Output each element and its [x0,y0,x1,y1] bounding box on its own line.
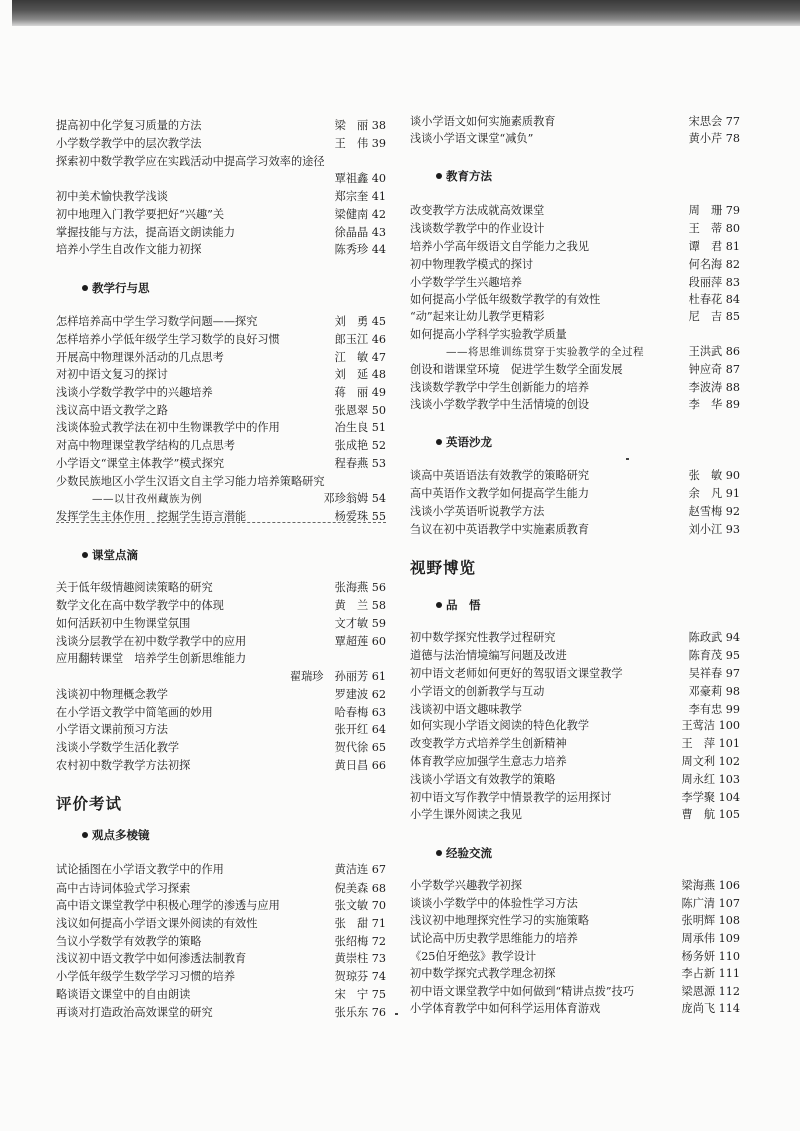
entry-author-page: 张恩翠 50 [334,404,386,417]
entry-title: 如何实现小学语文阅读的特色化教学 [410,719,590,732]
entry-title: 怎样培养高中学生学习数学问题——探究 [56,315,258,328]
entry-author-page: 李 华 89 [688,398,740,411]
entry-title: 开展高中物理课外活动的几点思考 [56,351,224,364]
entry-title: 改变教学方式培养学生创新精神 [410,737,567,750]
entry-title: 如何提高小学低年级数学教学的有效性 [410,293,601,306]
entry-title: 培养小学高年级语文自学能力之我见 [410,240,590,253]
entry-title: 浅谈小学数学教学中的兴趣培养 [56,386,213,399]
toc-entry [410,1001,740,1017]
toc-entry [410,684,740,700]
section-heading-label: 教学行与思 [92,281,150,295]
entry-title: 初中语文写作教学中情景教学的运用探讨 [410,791,612,804]
entry-title: 在小学语文教学中简笔画的妙用 [56,706,213,719]
toc-entry [410,807,740,823]
entry-title: 浅谈小学数学生活化教学 [56,741,180,754]
entry-author-page: 江 敏 47 [334,351,386,364]
entry-author-page: 赵雪梅 92 [688,505,740,518]
toc-entry [56,634,386,650]
entry-title: 初中数学探究性教学过程研究 [410,631,556,644]
section-heading [436,434,492,450]
toc-entry [410,913,740,929]
entry-author-page: 陈育茂 95 [688,649,740,662]
entry-title: 浅谈小学数学教学中生活情境的创设 [410,398,590,411]
entry-title: 刍议在初中英语教学中实施素质教育 [410,523,590,536]
entry-author-page: 梁恩源 112 [681,985,740,998]
toc-entry [56,118,386,134]
entry-title: 提高初中化学复习质量的方法 [56,119,202,132]
toc-entry [56,758,386,774]
toc-entry [56,1005,386,1021]
entry-title: 浅议初中地理探究性学习的实施策略 [410,914,590,927]
section-heading-label: 经验交流 [446,846,492,860]
toc-entry [410,275,740,291]
entry-author-page: 蒋 丽 49 [334,386,386,399]
section-heading-label: 教育方法 [446,169,492,183]
entry-author-page: 梁 丽 38 [334,119,386,132]
entry-title: 浅谈小学英语听说教学方法 [410,505,545,518]
entry-title: 如何提高小学科学实验教学质量 [410,328,567,341]
toc-entry [56,136,386,152]
entry-author-page: 周 珊 79 [688,204,740,217]
entry-author-page: 尼 吉 85 [688,310,740,323]
scan-top-shadow [12,0,800,26]
entry-author-page: 钟应奇 87 [688,363,740,376]
entry-title: 发挥学生主体作用 挖掘学生语言潜能 [56,510,247,523]
entry-author-page: 张 甜 71 [334,917,386,930]
entry-author-page: 王 萍 101 [681,737,740,750]
entry-title: 初中语文课堂教学中如何做到“精讲点拨”技巧 [410,985,635,998]
toc-entry [410,504,740,520]
toc-entry [410,736,740,752]
toc-entry [56,154,386,170]
entry-author-page: 周文利 102 [681,755,740,768]
entry-title: 初中地理入门教学要把好“兴趣”关 [56,208,225,221]
toc-entry [56,171,386,187]
entry-author-page: 宋 宁 75 [334,988,386,1001]
toc-entry [410,718,740,734]
toc-entry [410,239,740,255]
entry-author-page: 罗建波 62 [334,688,386,701]
toc-entry [410,257,740,273]
toc-entry [410,468,740,484]
entry-author-page: 张 敏 90 [688,469,740,482]
toc-entry [410,630,740,646]
entry-author-page: 张开红 64 [334,723,386,736]
entry-author-page: 李学聚 104 [681,791,740,804]
entry-title: 关于低年级情趣阅读策略的研究 [56,581,213,594]
entry-author-page: 徐晶晶 43 [334,226,386,239]
section-heading [436,845,492,861]
entry-title: 小学语文课前预习方法 [56,723,168,736]
entry-title: 体育教学应加强学生意志力培养 [410,755,567,768]
toc-entry [56,456,386,472]
entry-author-page: 曹 航 105 [681,808,740,821]
entry-title: 对高中物理课堂教学结构的几点思考 [56,439,236,452]
toc-entry [56,651,386,667]
entry-title: 道德与法治情境编写问题及改进 [410,649,567,662]
entry-title: 浅谈初中语文趣味教学 [410,703,522,716]
toc-entry [56,934,386,950]
entry-author-page: 贺代徐 65 [334,741,386,754]
entry-author-page: 李有忠 99 [688,703,740,716]
entry-author-page: 王莺洁 100 [681,719,740,732]
entry-author-page: 黄日昌 66 [334,759,386,772]
entry-title: 浅谈初中物理概念教学 [56,688,168,701]
entry-author-page: 庞尚飞 114 [681,1002,740,1015]
entry-author-page: 郎玉江 46 [334,333,386,346]
toc-entry [410,221,740,237]
entry-author-page: 吴祥春 97 [688,667,740,680]
toc-entry [56,862,386,878]
entry-title: 谈高中英语语法有效教学的策略研究 [410,469,590,482]
entry-author-page: 张成艳 52 [334,439,386,452]
toc-entry [56,969,386,985]
toc-entry [56,225,386,241]
section-heading-label: 英语沙龙 [446,435,492,449]
entry-author-page: 黄洁连 67 [334,863,386,876]
entry-author-page: 覃超莲 60 [334,635,386,648]
toc-entry [410,754,740,770]
entry-title: 初中美术愉快教学浅谈 [56,190,168,203]
toc-entry [56,669,386,685]
entry-title: 《25伯牙绝弦》教学设计 [410,950,537,963]
toc-entry [410,309,740,325]
entry-author-page: 刘 延 48 [334,368,386,381]
toc-entry [410,397,740,413]
entry-title: 对初中语文复习的探讨 [56,368,168,381]
entry-author-page: 倪美森 68 [334,882,386,895]
toc-entry [410,292,740,308]
entry-author-page: 周承伟 109 [681,932,740,945]
toc-entry [410,203,740,219]
entry-title: 谈小学语文如何实施素质教育 [410,115,556,128]
entry-title: 怎样培养小学低年级学生学习数学的良好习惯 [56,333,280,346]
toc-entry [410,380,740,396]
entry-author-page: 余 凡 91 [688,487,740,500]
toc-entry [56,314,386,330]
toc-entry [410,131,740,147]
bullet-dot-icon [82,285,88,291]
section-heading [436,597,481,613]
entry-title: 数学文化在高中数学教学中的体现 [56,599,224,612]
toc-entry [410,931,740,947]
entry-title: 浅谈小学语文有效教学的策略 [410,773,556,786]
entry-author-page: 刘小江 93 [688,523,740,536]
toc-entry [56,189,386,205]
entry-title: 培养小学生自改作文能力初探 [56,243,202,256]
entry-title: 小学语文的创新教学与互动 [410,685,545,698]
entry-author-page: 翟瑞珍 孙丽芳 61 [289,670,386,683]
entry-title: 初中物理教学模式的探讨 [410,258,534,271]
entry-title: 试论插图在小学语文教学中的作用 [56,863,224,876]
toc-entry [56,598,386,614]
toc-entry [56,350,386,366]
entry-author-page: 陈政武 94 [688,631,740,644]
bullet-dot-icon [436,439,442,445]
toc-entry [410,984,740,1000]
toc-entry [56,881,386,897]
section-heading [82,547,138,563]
dashed-divider [56,522,386,523]
toc-entry [56,987,386,1003]
toc-entry [56,722,386,738]
toc-entry [410,966,740,982]
toc-entry [56,705,386,721]
entry-title: 浅谈小学语文课堂“减负” [410,132,534,145]
toc-entry [410,878,740,894]
toc-entry [56,242,386,258]
entry-author-page: 刘 勇 45 [334,315,386,328]
part-heading: 评价考试 [56,794,123,813]
entry-author-page: 谭 君 81 [688,240,740,253]
entry-title: “动”起来让幼儿教学更精彩 [410,310,545,323]
toc-entry [56,616,386,632]
entry-title: 初中语文老师如何更好的驾驭语文课堂教学 [410,667,623,680]
toc-entry [56,951,386,967]
entry-title: 少数民族地区小学生汉语文自主学习能力培养策略研究 [56,475,325,488]
toc-entry [56,403,386,419]
entry-author-page: 杨务妍 110 [681,950,740,963]
entry-author-page: 程春燕 53 [334,457,386,470]
toc-entry-subtitle [410,344,740,360]
entry-title: 高中古诗词体验式学习探索 [56,882,191,895]
toc-entry [56,916,386,932]
entry-author-page: 贺琼芬 74 [334,970,386,983]
entry-title: 高中语文课堂教学中积极心理学的渗透与应用 [56,899,280,912]
toc-entry [410,790,740,806]
entry-title: 小学数学兴趣教学初探 [410,879,522,892]
bullet-dot-icon [82,552,88,558]
entry-title: 小学低年级学生数学学习习惯的培养 [56,970,236,983]
entry-author-page: 王 蒂 80 [688,222,740,235]
entry-author-page: 邓珍翁姆 54 [323,492,386,505]
entry-author-page: 杨爱珠 55 [334,510,386,523]
entry-author-page: 周永红 103 [681,773,740,786]
entry-author-page: 黄崇柱 73 [334,952,386,965]
entry-title: 浅谈数学教学中的作业设计 [410,222,545,235]
toc-entry [56,898,386,914]
entry-title: 改变教学方法成就高效课堂 [410,204,545,217]
entry-title: 掌握技能与方法，提高语文朗读能力 [56,226,236,239]
entry-author-page: 冶生良 51 [334,421,386,434]
entry-author-page: 何名海 82 [688,258,740,271]
entry-title: ——以甘孜州藏族为例 [92,493,202,505]
entry-title: 如何活跃初中生物课堂氛围 [56,617,191,630]
section-heading [82,827,150,843]
entry-author-page: 陈广清 107 [681,897,740,910]
toc-entry [56,438,386,454]
entry-title: 小学数学学生兴趣培养 [410,276,522,289]
entry-title: 浅谈体验式教学法在初中生物课教学中的作用 [56,421,280,434]
entry-title: 高中英语作文教学如何提高学生能力 [410,487,590,500]
toc-entry [410,327,740,343]
entry-author-page: 张绍梅 72 [334,935,386,948]
section-heading-label: 品 悟 [446,598,481,612]
toc-entry [410,522,740,538]
toc-entry [56,207,386,223]
entry-author-page: 张文敏 70 [334,899,386,912]
entry-title: 探索初中数学教学应在实践活动中提高学习效率的途径 [56,155,325,168]
toc-entry [56,740,386,756]
toc-entry [410,486,740,502]
toc-entry [56,580,386,596]
entry-author-page: 张乐东 76 [334,1006,386,1019]
entry-author-page: 王 伟 39 [334,137,386,150]
entry-author-page: 李波涛 88 [688,381,740,394]
entry-author-page: 文才敏 59 [334,617,386,630]
bullet-dot-icon [82,832,88,838]
scan-speck [626,458,629,460]
bullet-dot-icon [436,602,442,608]
toc-entry [56,474,386,490]
entry-author-page: 覃祖鑫 40 [334,172,386,185]
entry-title: 浅议初中语文教学中如何渗透法制教育 [56,952,247,965]
entry-author-page: 郑宗奎 41 [334,190,386,203]
entry-title: 应用翻转课堂 培养学生创新思维能力 [56,652,247,665]
toc-entry [56,687,386,703]
entry-title: ——将思维训练贯穿于实验教学的全过程 [446,346,644,358]
entry-title: 试论高中历史教学思维能力的培养 [410,932,578,945]
toc-entry-subtitle [56,491,386,507]
entry-author-page: 张海燕 56 [334,581,386,594]
section-heading-label: 观点多棱镜 [92,828,150,842]
entry-author-page: 段丽萍 83 [688,276,740,289]
toc-entry [56,367,386,383]
entry-author-page: 陈秀珍 44 [334,243,386,256]
bullet-dot-icon [436,173,442,179]
bullet-dot-icon [436,850,442,856]
toc-entry [410,949,740,965]
entry-title: 农村初中数学教学方法初探 [56,759,191,772]
entry-title: 谈谈小学数学中的体验性学习方法 [410,897,578,910]
entry-title: 创设和谐课堂环境 促进学生数学全面发展 [410,363,623,376]
entry-title: 初中数学探究式教学理念初探 [410,967,556,980]
toc-entry [410,702,740,718]
entry-title: 小学体育教学中如何科学运用体育游戏 [410,1002,601,1015]
entry-author-page: 李占新 111 [681,967,740,980]
entry-title: 小学语文“课堂主体教学”模式探究 [56,457,225,470]
entry-title: 浅谈分层教学在初中数学教学中的应用 [56,635,247,648]
toc-entry [410,362,740,378]
entry-author-page: 梁健南 42 [334,208,386,221]
entry-author-page: 哈春梅 63 [334,706,386,719]
entry-title: 再谈对打造政治高效课堂的研究 [56,1006,213,1019]
toc-entry [56,420,386,436]
toc-entry [410,666,740,682]
entry-author-page: 黄小芹 78 [688,132,740,145]
entry-title: 浅议如何提高小学语文课外阅读的有效性 [56,917,258,930]
toc-entry [56,385,386,401]
entry-author-page: 杜春花 84 [688,293,740,306]
entry-title: 浅谈数学教学中学生创新能力的培养 [410,381,590,394]
part-heading: 视野博览 [410,558,477,577]
entry-author-page: 邓豪莉 98 [688,685,740,698]
entry-author-page: 王洪武 86 [688,345,740,358]
entry-author-page: 宋思会 77 [688,115,740,128]
toc-entry [410,648,740,664]
entry-author-page: 张明辉 108 [681,914,740,927]
toc-entry [410,114,740,130]
toc-entry [410,896,740,912]
toc-entry [410,772,740,788]
scan-speck [395,1013,398,1015]
entry-author-page: 黄 兰 58 [334,599,386,612]
toc-entry [56,332,386,348]
section-heading [436,168,492,184]
entry-title: 略谈语文课堂中的自由朗读 [56,988,191,1001]
section-heading-label: 课堂点滴 [92,548,138,562]
entry-title: 刍议小学数学有效教学的策略 [56,935,202,948]
entry-title: 小学数学教学中的层次教学法 [56,137,202,150]
entry-title: 小学生课外阅读之我见 [410,808,522,821]
entry-title: 浅议高中语文教学之路 [56,404,168,417]
section-heading [82,280,150,296]
entry-author-page: 梁海燕 106 [681,879,740,892]
